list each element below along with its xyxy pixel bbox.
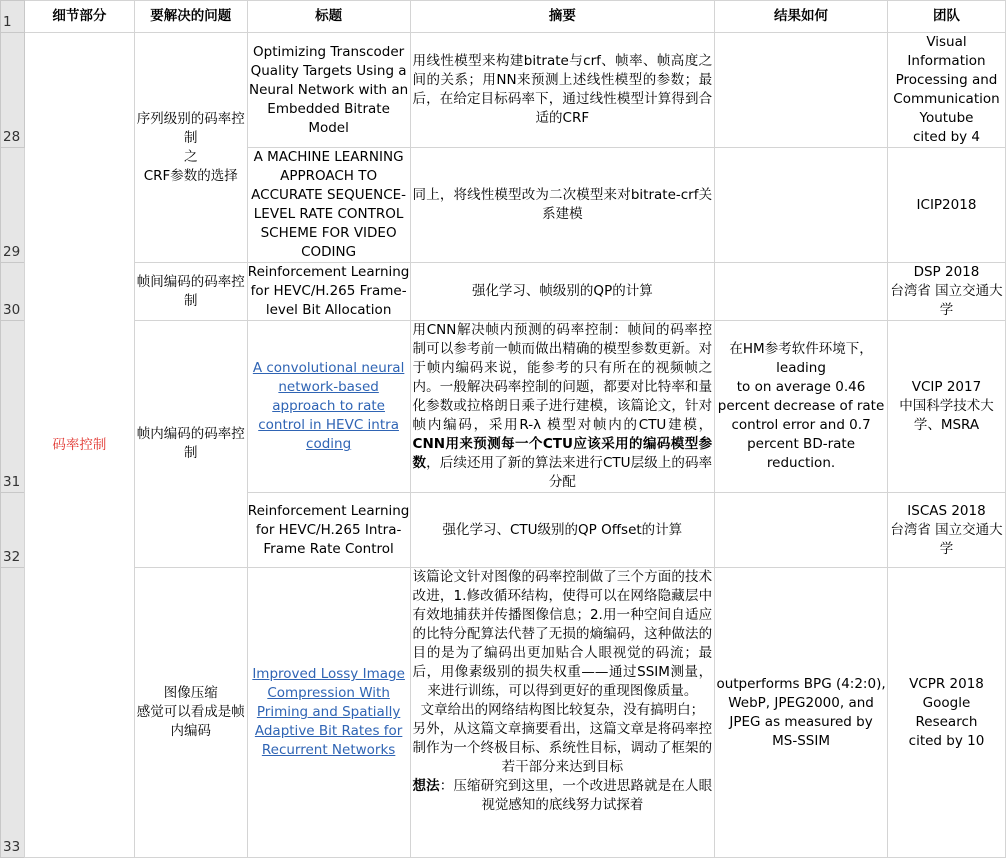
row-number[interactable]: 32 xyxy=(1,493,25,568)
header-detail[interactable]: 细节部分 xyxy=(24,1,134,33)
idea-text: ：压缩研究到这里，一个改进思路就是在人眼视觉感知的底线努力试探着 xyxy=(439,778,713,813)
row-number[interactable]: 31 xyxy=(1,321,25,493)
team-cell[interactable]: Visual Information Processing and Communication Youtube cited by 4 xyxy=(887,33,1005,148)
abstract-cell[interactable] xyxy=(410,321,715,493)
abstract-cell[interactable]: 强化学习、CTU级别的QP Offset的计算 xyxy=(410,493,715,568)
problem-cell[interactable]: 序列级别的码率控制 之 CRF参数的选择 xyxy=(134,33,247,263)
title-cell[interactable] xyxy=(247,568,410,858)
result-cell[interactable] xyxy=(715,33,888,148)
header-row xyxy=(1,1,1006,33)
title-cell[interactable]: Reinforcement Learning for HEVC/H.265 Frame-level Bit Allocation xyxy=(247,263,410,321)
header-problem[interactable]: 要解决的问题 xyxy=(134,1,247,33)
paper-link[interactable]: Improved Lossy Image Compression With Priming and Spatially Adaptive Bit Rates for Recurrent Networks xyxy=(252,666,405,758)
result-cell[interactable]: outperforms BPG (4:2:0), WebP, JPEG2000, and JPEG as measured by MS-SSIM xyxy=(715,568,888,858)
team-cell[interactable]: DSP 2018 台湾省 国立交通大学 xyxy=(887,263,1005,321)
title-cell[interactable] xyxy=(247,321,410,493)
problem-cell[interactable]: 图像压缩 感觉可以看成是帧内编码 xyxy=(134,568,247,858)
row-number[interactable]: 28 xyxy=(1,33,25,148)
abstract-cell[interactable]: 用线性模型来构建bitrate与crf、帧率、帧高度之间的关系；用NN来预测上述线性模型的参数；最后，在给定目标码率下，通过线性模型计算得到合适的CRF xyxy=(410,33,715,148)
idea-label: 想法 xyxy=(412,778,440,794)
abstract-paragraph: 该篇论文针对图像的码率控制做了三个方面的技术改进，1.修改循环结构，使得可以在网络隐藏层中有效地捕获并传播图像信息；2.用一种空间自适应的比特分配算法代替了无损的熵编码，这种做法的目的是为了编码出更加贴合人眼视觉的码流；最后，用像素级别的损失权重——通过SSIM测量，来进行训练，可以得到更好的重现图像质量。 xyxy=(412,569,713,699)
header-result[interactable]: 结果如何 xyxy=(715,1,888,33)
team-cell[interactable]: ICIP2018 xyxy=(887,148,1005,263)
title-cell[interactable]: Reinforcement Learning for HEVC/H.265 Intra-Frame Rate Control xyxy=(247,493,410,568)
abstract-cell[interactable]: 强化学习、帧级别的QP的计算 xyxy=(410,263,715,321)
result-cell[interactable] xyxy=(715,148,888,263)
row-number[interactable]: 30 xyxy=(1,263,25,321)
result-cell[interactable]: 在HM参考软件环境下，leading to on average 0.46 percent decrease of rate control error and 0.7 percent BD-rate reduction. xyxy=(715,321,888,493)
result-cell[interactable] xyxy=(715,493,888,568)
team-cell[interactable]: ISCAS 2018 台湾省 国立交通大学 xyxy=(887,493,1005,568)
abstract-text: 用CNN解决帧内预测的码率控制：帧间的码率控制可以参考前一帧而做出精确的模型参数更新。对于帧内编码来说，能参考的只有所在的视频帧之内。一般解决码率控制的问题，都要对比特率和量化参数或拉格朗日乘子进行建模，该篇论文，针对帧内编码，采用R-λ 模型对帧内的CTU建模， xyxy=(412,322,713,433)
header-team[interactable]: 团队 xyxy=(887,1,1005,33)
header-abstract[interactable]: 摘要 xyxy=(410,1,715,33)
paper-link[interactable]: A convolutional neural network-based approach to rate control in HEVC intra coding xyxy=(252,360,405,452)
table-row xyxy=(1,33,1006,148)
problem-cell[interactable]: 帧内编码的码率控制 xyxy=(134,321,247,568)
abstract-paragraph: 文章给出的网络结构图比较复杂，没有搞明白； xyxy=(420,702,705,718)
table-row xyxy=(1,568,1006,858)
problem-cell[interactable]: 帧间编码的码率控制 xyxy=(134,263,247,321)
result-cell[interactable] xyxy=(715,263,888,321)
title-cell[interactable]: Optimizing Transcoder Quality Targets Using a Neural Network with an Embedded Bitrate Model xyxy=(247,33,410,148)
row-number[interactable]: 29 xyxy=(1,148,25,263)
abstract-paragraph: 另外，从这篇文章摘要看出，这篇文章是将码率控制作为一个终极目标、系统性目标，调动了框架的若干部分来达到目标 xyxy=(412,721,713,775)
abstract-cell[interactable] xyxy=(410,568,715,858)
row-number[interactable]: 33 xyxy=(1,568,25,858)
title-cell[interactable]: A MACHINE LEARNING APPROACH TO ACCURATE SEQUENCE-LEVEL RATE CONTROL SCHEME FOR VIDEO CODING xyxy=(247,148,410,263)
team-cell[interactable]: VCPR 2018 Google Research cited by 10 xyxy=(887,568,1005,858)
header-title[interactable]: 标题 xyxy=(247,1,410,33)
abstract-cell[interactable]: 同上，将线性模型改为二次模型来对bitrate-crf关系建模 xyxy=(410,148,715,263)
detail-cell[interactable]: 码率控制 xyxy=(24,33,134,858)
table-row xyxy=(1,321,1006,493)
table-row xyxy=(1,263,1006,321)
abstract-paragraph xyxy=(413,777,713,815)
abstract-highlight: CNN用来预测每一个CTU应该采用的编码模型参数 xyxy=(412,436,713,471)
abstract-text: ，后续还用了新的算法来进行CTU层级上的码率分配 xyxy=(426,455,713,490)
team-cell[interactable]: VCIP 2017 中国科学技术大学、MSRA xyxy=(887,321,1005,493)
row-number[interactable]: 1 xyxy=(1,1,25,33)
